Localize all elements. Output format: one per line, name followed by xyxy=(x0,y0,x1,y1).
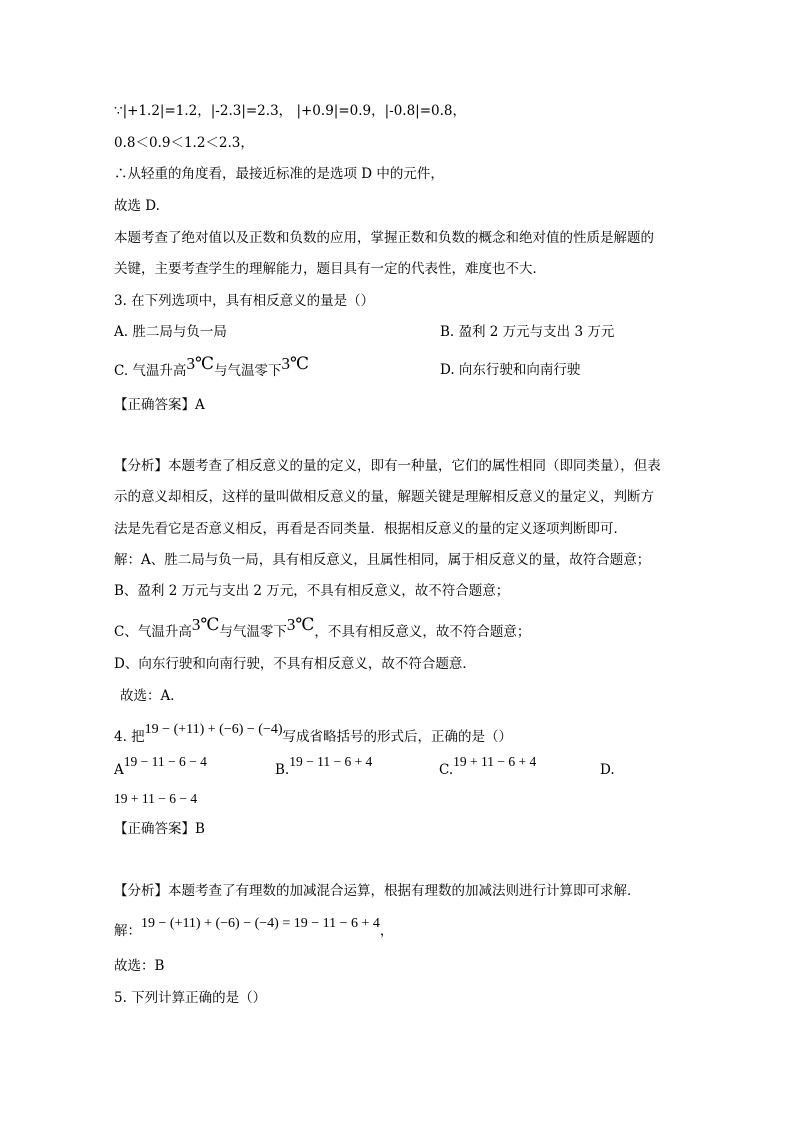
q3-stem: 3. 在下列选项中，具有相反意义的量是（） xyxy=(114,293,375,309)
q4-analysis: 【分析】本题考查了有理数的加减混合运算，根据有理数的加减法则进行计算即可求解． xyxy=(114,883,641,899)
q4-option-a xyxy=(114,754,207,780)
q4-option-c xyxy=(439,754,537,780)
q5-stem: 5. 下列计算正确的是（） xyxy=(114,990,267,1006)
q3-analysis-2: 示的意义却相反，这样的量叫做相反意义的量，解题关键是理解相反意义的量定义，判断方 xyxy=(114,489,654,505)
q4-option-d-label: D. xyxy=(600,762,615,778)
q4-option-b xyxy=(275,754,373,780)
q3-option-c-temp1: 3℃ xyxy=(186,354,214,373)
q3-analysis-3: 法是先看它是否意义相反，再看是否同类量．根据相反意义的量的定义逐项判断即可． xyxy=(114,521,627,537)
comment-line-2: 关键，主要考查学生的理解能力，题目具有一定的代表性，难度也不大． xyxy=(114,261,546,277)
q3-option-c-temp2: 3℃ xyxy=(281,354,309,373)
q3-solution-b: B、盈利 2 万元与支出 2 万元，不具有相反意义，故不符合题意； xyxy=(114,583,510,599)
q4-solution-post: ， xyxy=(379,923,394,939)
q3-solution-c xyxy=(114,615,531,642)
q4-option-c-label: C. xyxy=(439,762,454,778)
q3-option-c-mid: 与气温零下 xyxy=(213,363,282,379)
q4-option-a-expr: 19 − 11 − 6 − 4 xyxy=(123,754,207,769)
q4-answer: 【正确答案】B xyxy=(114,821,205,837)
solution-line-abs-values: ∵|+1.2|=1.2，|-2.3|=2.3， |+0.9|=0.9，|-0.8|=0.8， xyxy=(114,103,467,119)
q3-solution-c-post: ，不具有相反意义，故不符合题意； xyxy=(314,624,531,640)
q4-option-b-label: B. xyxy=(275,762,290,778)
q4-stem-post: 写成省略括号的形式后，正确的是（） xyxy=(282,729,512,745)
q3-analysis-1: 【分析】本题考查了相反意义的量的定义，即有一种量，它们的属性相同（即同类量），但表 xyxy=(114,458,661,474)
q4-stem-pre: 4. 把 xyxy=(114,729,145,745)
q3-solution-d: D、向东行驶和向南行驶，不具有相反意义，故不符合题意． xyxy=(114,656,476,672)
q3-option-c xyxy=(114,354,309,381)
q3-solution-c-temp1: 3℃ xyxy=(191,615,220,634)
q4-choice: 故选：B xyxy=(114,958,165,974)
q4-option-a-label: A xyxy=(114,762,124,778)
q3-solution-c-temp2: 3℃ xyxy=(286,615,315,634)
solution-line-conclusion: ∴从轻重的角度看，最接近标准的是选项 D 中的元件， xyxy=(114,166,444,182)
q4-solution-pre: 解： xyxy=(114,923,141,939)
solution-line-order: 0.8＜0.9＜1.2＜2.3， xyxy=(114,135,254,151)
q4-stem-expression: 19 − (+11) + (−6) − (−4) xyxy=(144,722,283,737)
q3-solution-c-mid: 与气温零下 xyxy=(219,624,287,640)
q3-option-b: B. 盈利 2 万元与支出 3 万元 xyxy=(440,324,615,340)
q3-choice: 故选：A． xyxy=(120,688,184,704)
q4-solution-expr: 19 − (+11) + (−6) − (−4) = 19 − 11 − 6 + 4 xyxy=(141,916,380,931)
q3-solution-c-pre: C、气温升高 xyxy=(114,624,192,640)
q4-option-d-expr: 19 + 11 − 6 − 4 xyxy=(114,791,198,806)
comment-line-1: 本题考查了绝对值以及正数和负数的应用，掌握正数和负数的概念和绝对值的性质是解题的 xyxy=(114,230,654,246)
q4-option-b-expr: 19 − 11 − 6 + 4 xyxy=(289,754,373,769)
solution-line-choice: 故选 D. xyxy=(114,198,160,214)
q3-answer: 【正确答案】A xyxy=(114,397,205,413)
q4-solution xyxy=(114,916,394,942)
q3-solution-a: 解：A、胜二局与负一局，具有相反意义，且属性相同，属于相反意义的量，故符合题意； xyxy=(114,552,651,568)
q3-option-c-pre: C. 气温升高 xyxy=(114,363,187,379)
q3-option-a: A. 胜二局与负一局 xyxy=(114,324,227,340)
q4-option-c-expr: 19 + 11 − 6 + 4 xyxy=(453,754,537,769)
q4-stem xyxy=(114,722,512,748)
q3-option-d: D. 向东行驶和向南行驶 xyxy=(440,362,581,378)
